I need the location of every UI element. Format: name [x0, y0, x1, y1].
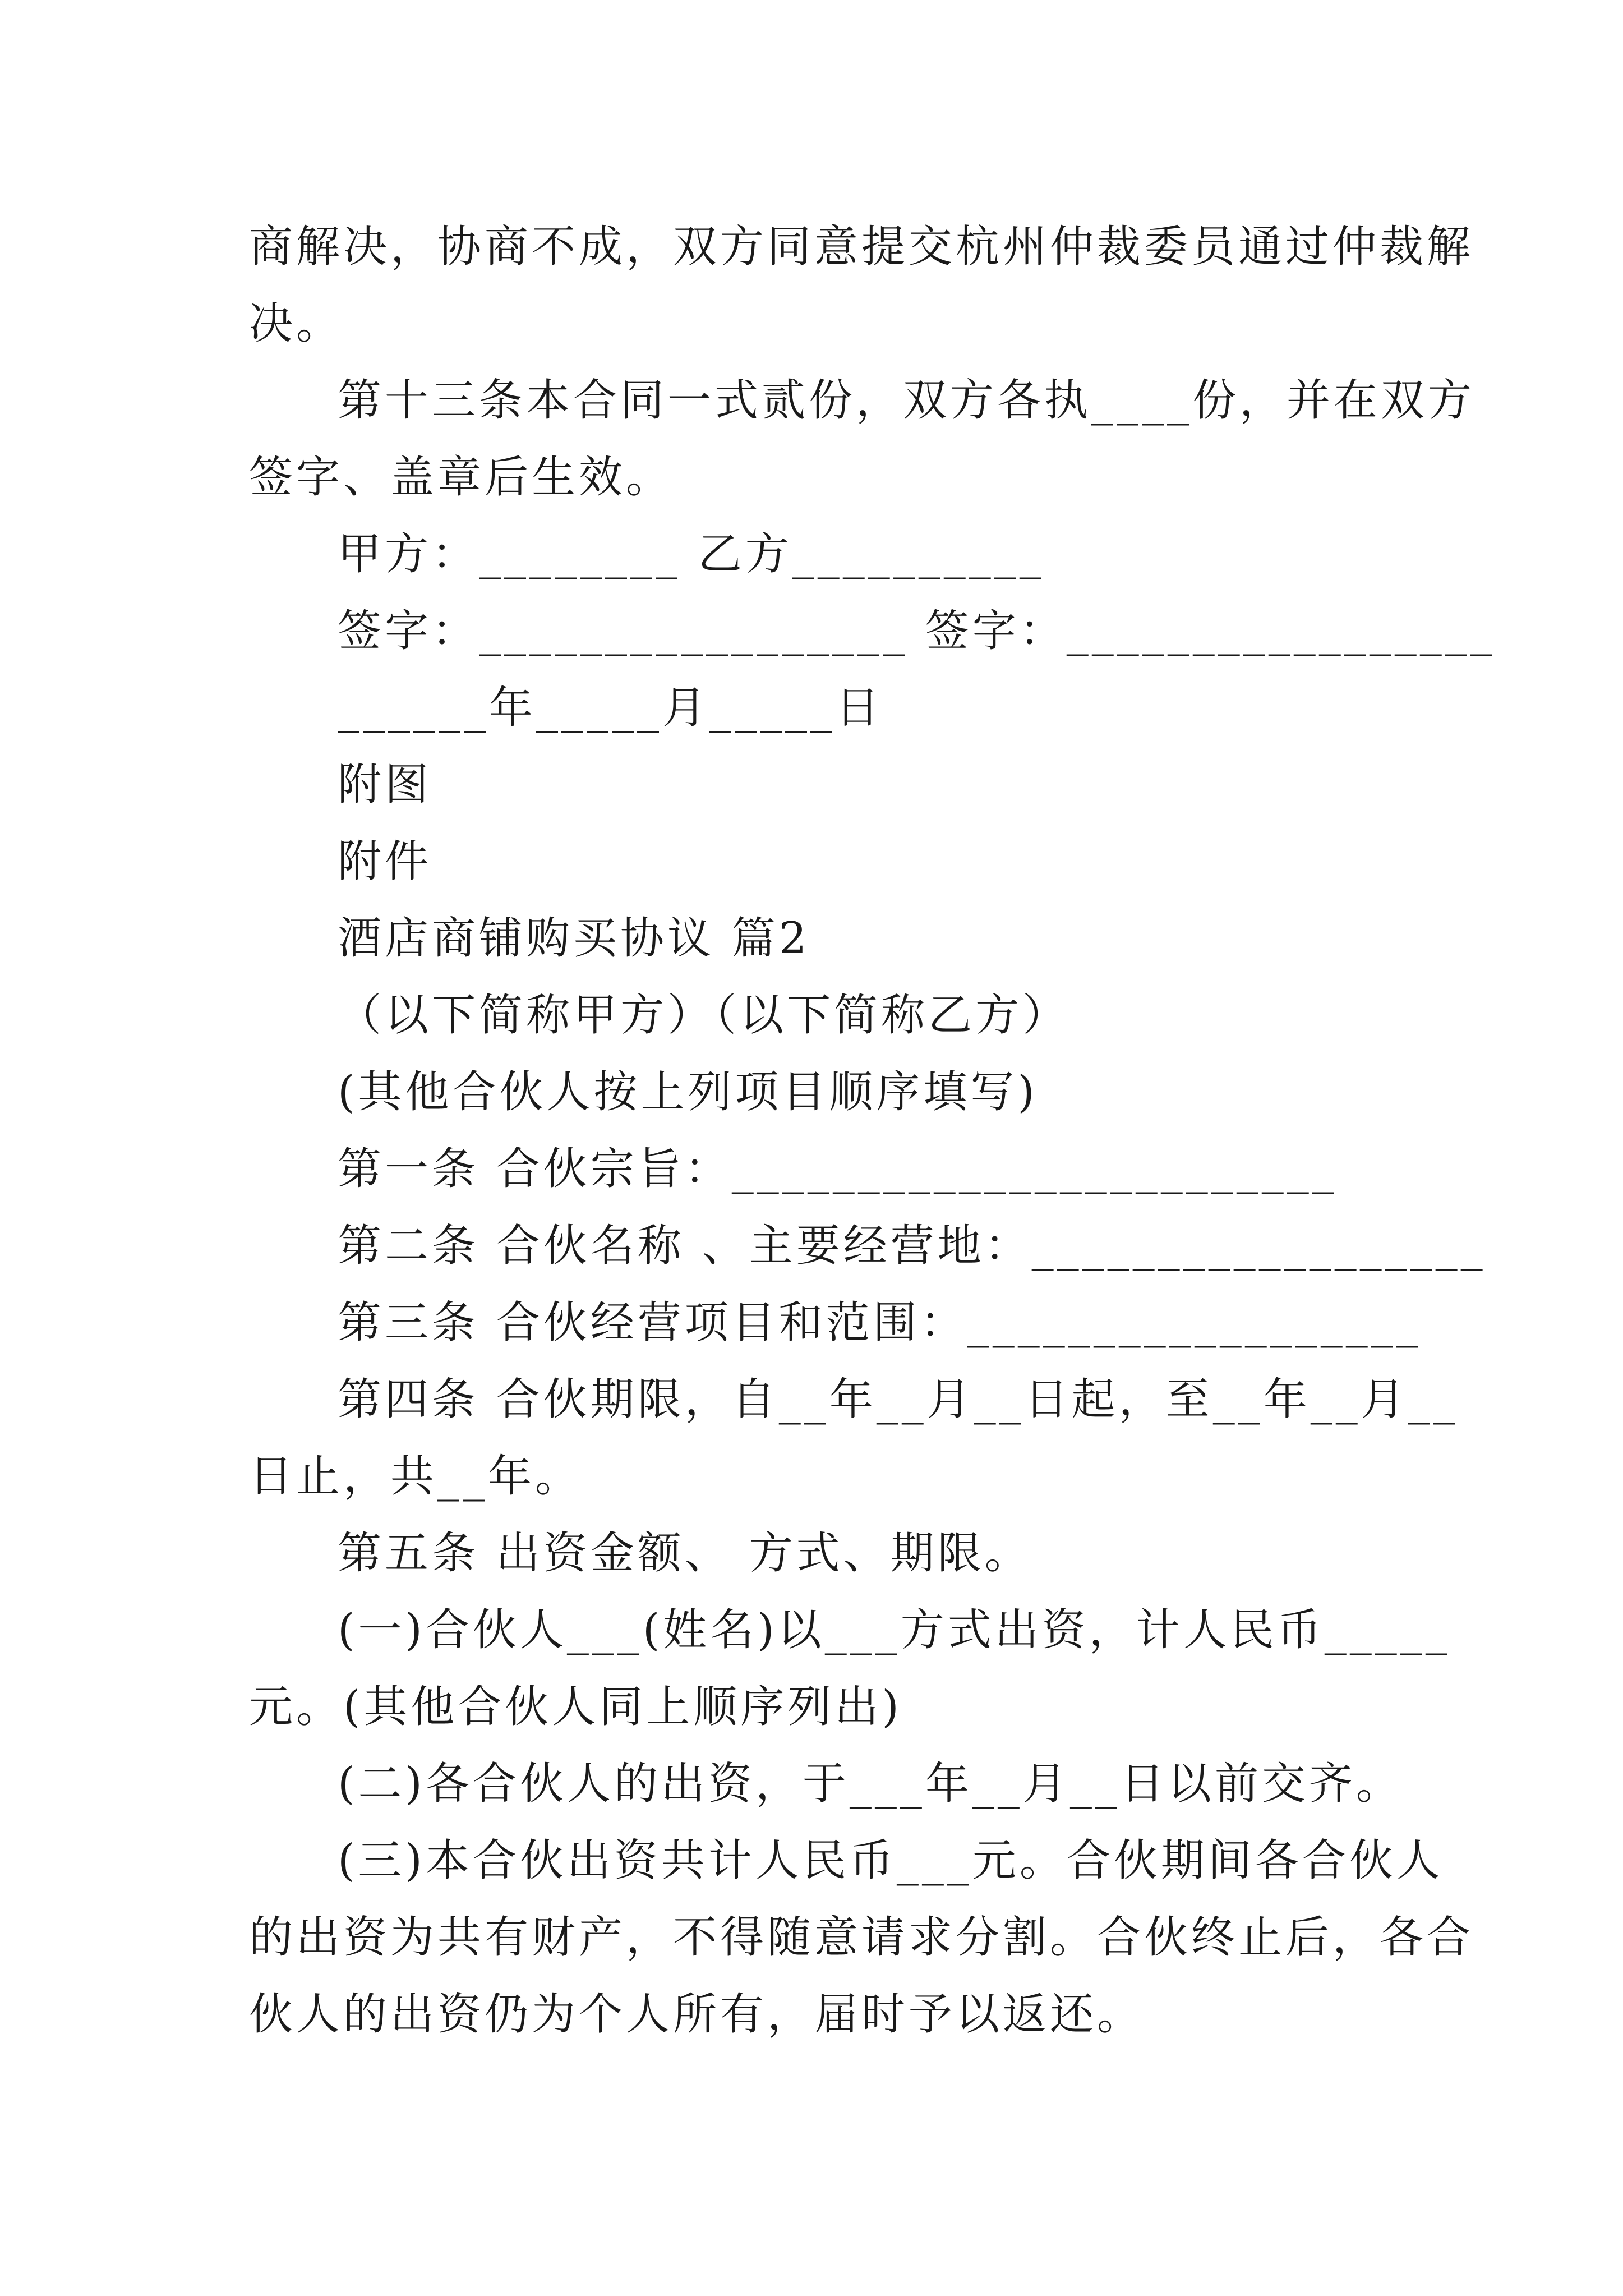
- text-line: (一)合伙人___(姓名)以___方式出资，计人民币_____: [338, 1605, 1451, 1655]
- text-line: (三)本合伙出资共计人民币___元。合伙期间各合伙人: [338, 1835, 1444, 1886]
- text-line: 的出资为共有财产，不得随意请求分割。合伙终止后，各合: [249, 1912, 1474, 1963]
- text-line: 日止，共__年。: [249, 1451, 583, 1502]
- text-line: 签字、盖章后生效。: [249, 452, 674, 503]
- text-line: (其他合伙人按上列项目顺序填写): [338, 1067, 1038, 1117]
- text-line: 商解决，协商不成，双方同意提交杭州仲裁委员通过仲裁解: [249, 222, 1474, 272]
- text-line: (二)各合伙人的出资，于___年__月__日以前交齐。: [338, 1759, 1403, 1809]
- text-line: 附件: [338, 836, 432, 887]
- text-line: 附图: [338, 760, 432, 810]
- text-line: 第三条 合伙经营项目和范围：__________________: [338, 1297, 1422, 1348]
- text-line: 第二条 合伙名称 、主要经营地：__________________: [338, 1221, 1486, 1271]
- text-line: 第一条 合伙宗旨：________________________: [338, 1144, 1338, 1194]
- text-line: 甲方：________ 乙方__________: [338, 529, 1045, 579]
- text-line: （以下简称甲方）（以下简称乙方）: [338, 990, 1070, 1041]
- text-line: 第十三条本合同一式贰份，双方各执____份，并在双方: [338, 375, 1476, 426]
- text-line: 酒店商铺购买协议 篇2: [338, 913, 810, 964]
- text-line: 决。: [249, 298, 344, 349]
- text-line: 伙人的出资仍为个人所有，届时予以返还。: [249, 1989, 1145, 2040]
- text-line: ______年_____月_____日: [338, 683, 883, 733]
- text-line: 签字：_________________ 签字：_________________: [338, 606, 1496, 656]
- text-line: 元。(其他合伙人同上顺序列出): [249, 1682, 902, 1732]
- text-line: 第四条 合伙期限，自__年__月__日起，至__年__月__: [338, 1374, 1459, 1425]
- text-line: 第五条 出资金额、 方式、期限。: [338, 1528, 1032, 1579]
- document-body: [249, 209, 1496, 2053]
